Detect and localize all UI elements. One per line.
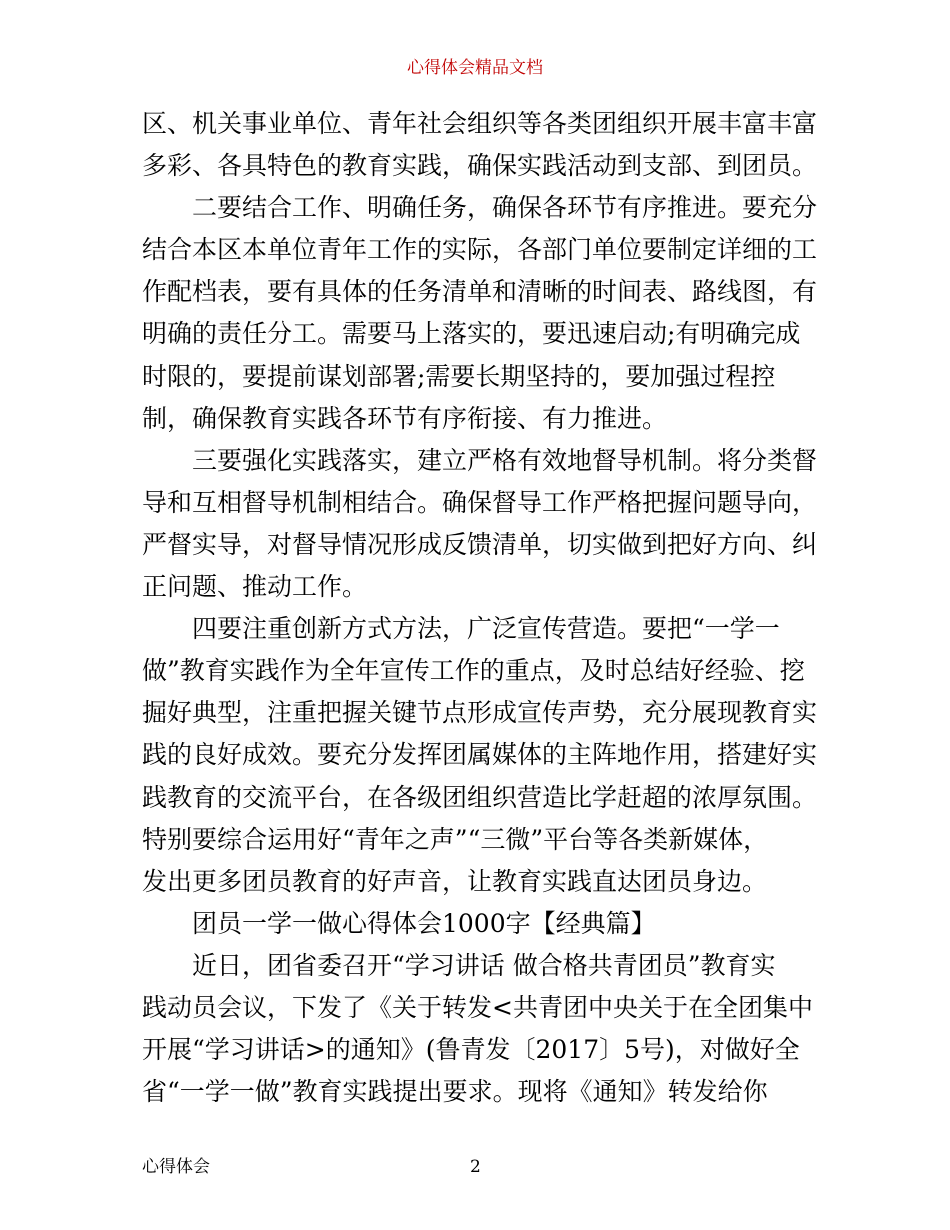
page-number: 2: [470, 1157, 481, 1177]
document-body: [142, 103, 817, 1113]
text-line: 正问题、推动工作。: [142, 572, 368, 602]
text-line: 省“一学一做”教育实践提出要求。现将《通知》转发给你: [142, 1077, 768, 1107]
text-line: 践的良好成效。要充分发挥团属媒体的主阵地作用，搭建好实: [142, 740, 817, 770]
text-line: 明确的责任分工。需要马上落实的，要迅速启动;有明确完成: [142, 319, 801, 349]
paragraph-start-line: 四要注重创新方式方法，广泛宣传营造。要把“一学一: [192, 614, 780, 644]
page-header-title: 心得体会精品文档: [407, 58, 543, 78]
text-line: 多彩、各具特色的教育实践，确保实践活动到支部、到团员。: [142, 151, 817, 181]
text-line: 区、机关事业单位、青年社会组织等各类团组织开展丰富丰富: [142, 109, 817, 138]
text-line: 践动员会议，下发了《关于转发<共青团中央关于在全团集中: [142, 992, 813, 1022]
footer-label: 心得体会: [142, 1157, 210, 1177]
text-line: 特别要综合运用好“青年之声”“三微”平台等各类新媒体，: [142, 824, 769, 854]
text-line: 制，确保教育实践各环节有序衔接、有力推进。: [142, 403, 668, 433]
text-line: 结合本区本单位青年工作的实际，各部门单位要制定详细的工: [142, 235, 817, 265]
paragraph-start-line: 三要强化实践落实，建立严格有效地督导机制。将分类督: [192, 445, 817, 475]
section-heading: 团员一学一做心得体会1000字【经典篇】: [192, 908, 656, 938]
paragraph-start-line: 二要结合工作、明确任务，确保各环节有序推进。要充分: [192, 193, 817, 223]
text-line: 做”教育实践作为全年宣传工作的重点，及时总结好经验、挖: [142, 656, 805, 686]
text-line: 作配档表，要有具体的任务清单和清晰的时间表、路线图，有: [142, 277, 817, 307]
text-line: 掘好典型，注重把握关键节点形成宣传声势，充分展现教育实: [142, 698, 817, 728]
text-line: 导和互相督导机制相结合。确保督导工作严格把握问题导向，: [142, 487, 817, 517]
text-line: 发出更多团员教育的好声音，让教育实践直达团员身边。: [142, 866, 768, 896]
text-line: 严督实导，对督导情况形成反馈清单，切实做到把好方向、纠: [142, 529, 817, 559]
text-line: 时限的，要提前谋划部署;需要长期坚持的，要加强过程控: [142, 361, 776, 391]
paragraph-start-line: 近日，团省委召开“学习讲话 做合格共青团员”教育实: [192, 950, 776, 980]
text-line: 开展“学习讲话>的通知》(鲁青发〔2017〕5号)，对做好全: [142, 1035, 800, 1065]
text-line: 践教育的交流平台，在各级团组织营造比学赶超的浓厚氛围。: [142, 782, 817, 812]
